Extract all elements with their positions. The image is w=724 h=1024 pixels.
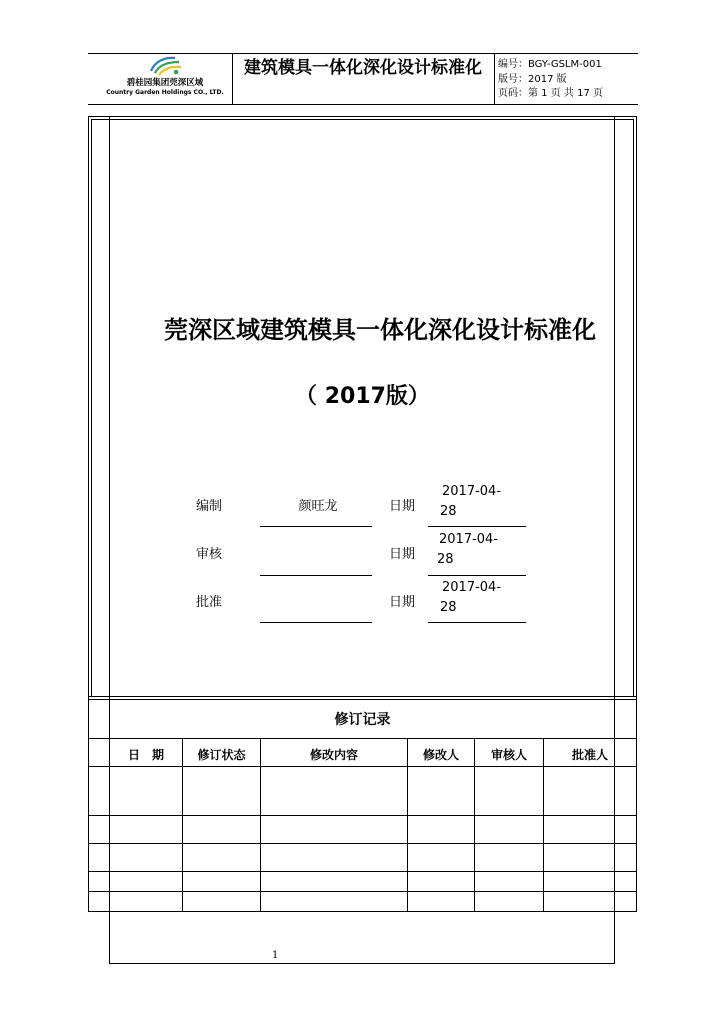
cover-version: （ 2017版） xyxy=(295,384,430,409)
signoff-date-label: 日期 xyxy=(389,595,416,610)
outer-frame-right xyxy=(636,116,637,912)
revision-col-modifier: 修改人 xyxy=(422,748,459,762)
signoff-role-label: 审核 xyxy=(196,547,223,562)
page-number: 1 xyxy=(272,950,279,961)
signoff-name-underline xyxy=(260,526,372,527)
company-logo xyxy=(100,55,230,103)
revision-table-col-rule xyxy=(407,738,408,912)
cover-title: 莞深区域建筑模具一体化深化设计标准化 xyxy=(164,316,596,344)
signoff-name-underline xyxy=(260,575,372,576)
signoff-date-label: 日期 xyxy=(389,499,416,514)
signoff-date-year-month: 2017-04- xyxy=(442,484,502,499)
signoff-date-underline xyxy=(428,622,526,623)
document-code: 编号：BGY-GSLM-001 xyxy=(498,59,602,70)
signoff-name: 颜旺龙 xyxy=(298,499,338,514)
revision-table-rule xyxy=(88,738,637,739)
signoff-date xyxy=(430,482,530,522)
signoff-date-year-month: 2017-04- xyxy=(442,580,502,595)
revision-col-reviewer: 审核人 xyxy=(490,748,527,762)
header-divider xyxy=(494,53,495,105)
document-page-info: 页码：第 1 页 共 17 页 xyxy=(498,88,603,99)
cover-section-bottom xyxy=(88,696,637,697)
signoff-date-label: 日期 xyxy=(389,547,416,562)
revision-col-status: 修订状态 xyxy=(197,748,246,762)
revision-table-rule xyxy=(88,843,637,844)
signoff-role-label: 批准 xyxy=(196,595,223,610)
outer-frame-left xyxy=(88,116,89,912)
revision-col-approver: 批准人 xyxy=(571,748,608,762)
signoff-date-day: 28 xyxy=(440,600,457,615)
company-name-en: Country Garden Holdings CO., LTD. xyxy=(106,89,224,96)
revision-table-rule xyxy=(88,815,637,816)
outer-frame-bottom xyxy=(88,911,637,912)
company-name-cn: 碧桂园集团莞深区域 xyxy=(126,78,204,88)
margin-guide-right xyxy=(614,116,615,964)
revision-col-content: 修改内容 xyxy=(309,748,358,762)
signoff-date-underline xyxy=(428,526,526,527)
signoff-date-year-month: 2017-04- xyxy=(439,532,499,547)
margin-guide-bottom xyxy=(109,963,615,964)
revision-table-col-rule xyxy=(543,738,544,912)
signoff-name-underline xyxy=(260,622,372,623)
revision-section-top xyxy=(88,699,637,700)
revision-col-date: 日 期 xyxy=(127,748,164,762)
revision-table-rule xyxy=(88,766,637,767)
signoff-date xyxy=(430,578,530,618)
outer-frame-top xyxy=(88,116,637,117)
revision-table-col-rule xyxy=(260,738,261,912)
country-garden-logo-icon xyxy=(145,55,185,77)
signoff-date-underline xyxy=(428,575,526,576)
revision-table-col-rule xyxy=(474,738,475,912)
document-header-title: 建筑模具一体化深化设计标准化 xyxy=(244,58,482,78)
header-divider xyxy=(232,53,233,105)
margin-guide-left xyxy=(109,116,110,964)
revision-table-rule xyxy=(88,871,637,872)
header-top-rule xyxy=(88,53,638,54)
signoff-date xyxy=(427,530,527,570)
revision-record-title: 修订记录 xyxy=(334,712,391,728)
document-meta xyxy=(498,58,603,102)
revision-table-rule xyxy=(88,891,637,892)
header-bottom-rule xyxy=(88,104,638,105)
revision-table-col-rule xyxy=(182,738,183,912)
inner-frame-top xyxy=(91,119,634,120)
signoff-role-label: 编制 xyxy=(196,499,223,514)
document-version: 版号：2017 版 xyxy=(498,73,567,85)
signoff-date-day: 28 xyxy=(440,504,457,519)
signoff-date-day: 28 xyxy=(437,552,454,567)
